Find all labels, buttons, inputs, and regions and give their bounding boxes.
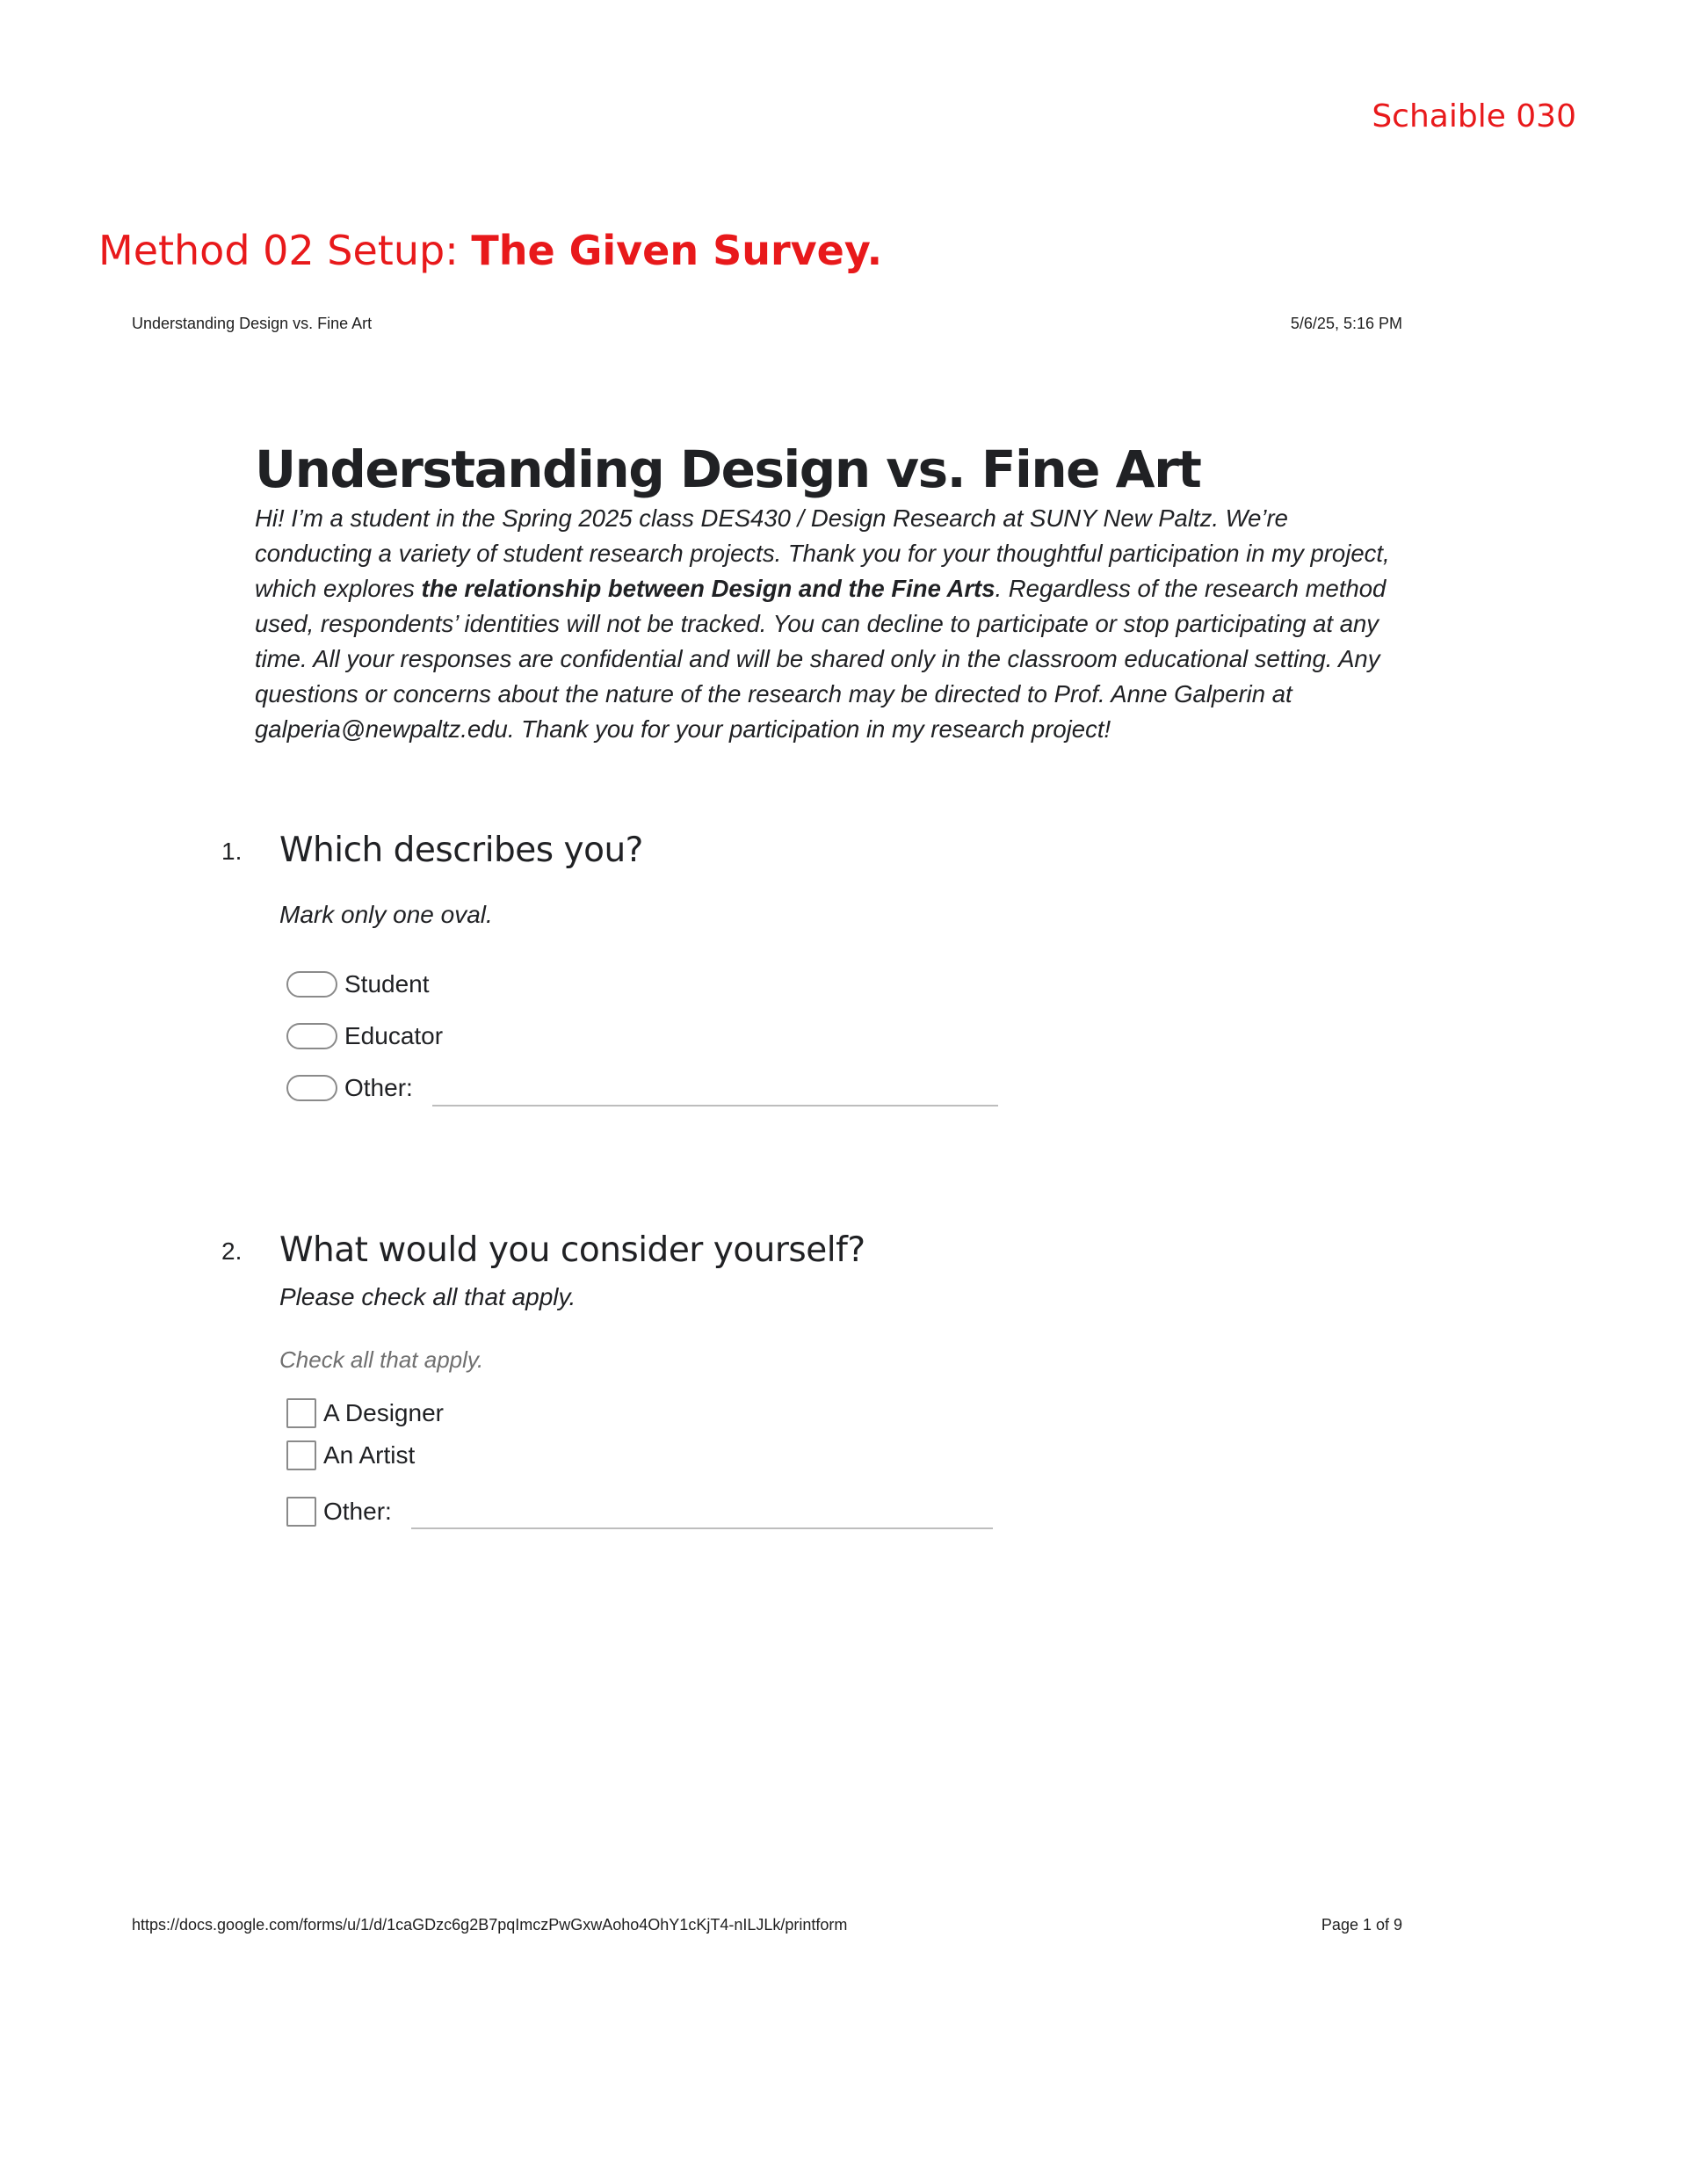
question-instruction: Check all that apply.	[279, 1346, 484, 1373]
option-an-artist[interactable]	[286, 1438, 415, 1473]
option-student[interactable]	[286, 967, 430, 1002]
print-footer-page: Page 1 of 9	[1321, 1916, 1402, 1934]
description-emphasis: the relationship between Design and the Fine Arts	[421, 575, 996, 602]
option-a-designer[interactable]	[286, 1396, 444, 1431]
print-header	[132, 315, 1402, 333]
option-label: An Artist	[323, 1441, 416, 1469]
question-subtitle: Please check all that apply.	[279, 1283, 576, 1310]
question-instruction: Mark only one oval.	[279, 901, 493, 928]
radio-oval[interactable]	[286, 971, 337, 998]
method-heading-prefix: Method 02 Setup:	[98, 227, 472, 274]
radio-oval[interactable]	[286, 1023, 337, 1049]
question-number: 2.	[221, 1237, 243, 1265]
checkbox[interactable]	[286, 1497, 316, 1527]
question-title: What would you consider yourself?	[279, 1230, 865, 1270]
question-2	[221, 1230, 1188, 1547]
other-text-input[interactable]	[411, 1527, 993, 1529]
annotation-page-label: Schaible 030	[1372, 98, 1576, 134]
description-text-1: Hi! I’m a student in the Spring 2025 class DES430 / Design Research at SUNY New Paltz. We’re conducting a variety of student research projects. Thank you for your thoughtful participation in my project, which explores	[255, 504, 1390, 602]
option-label: Student	[344, 970, 430, 998]
question-title: Which describes you?	[279, 831, 643, 870]
form-title: Understanding Design vs. Fine Art	[255, 439, 1201, 499]
option-educator[interactable]	[286, 1019, 443, 1054]
checkbox[interactable]	[286, 1440, 316, 1470]
form-description	[255, 501, 1402, 747]
other-text-input[interactable]	[432, 1105, 998, 1107]
print-footer-url: https://docs.google.com/forms/u/1/d/1caGDzc6g2B7pqImczPwGxwAoho4OhY1cKjT4-nILJLk/printform	[132, 1916, 848, 1934]
question-number: 1.	[221, 838, 243, 865]
option-label: A Designer	[323, 1399, 444, 1426]
option-label: Other:	[323, 1498, 392, 1525]
option-other[interactable]	[286, 1494, 392, 1529]
option-label: Educator	[344, 1022, 444, 1049]
option-label: Other:	[344, 1074, 413, 1101]
question-1	[221, 831, 1188, 1121]
method-heading-emphasis: The Given Survey.	[471, 227, 883, 274]
checkbox[interactable]	[286, 1398, 316, 1428]
print-footer	[132, 1916, 1402, 1934]
option-other[interactable]	[286, 1070, 413, 1106]
method-heading	[98, 227, 882, 274]
print-header-timestamp: 5/6/25, 5:16 PM	[1290, 315, 1402, 332]
radio-oval[interactable]	[286, 1075, 337, 1101]
description-text-2: . Regardless of the research method used, respondents’ identities will not be tracked. You can decline to participate or stop participating at any time. All your responses are confidential and will be shared only in the classroom educational setting. Any questions or concerns about the nature of the research may be directed to Prof. Anne Galperin at galperia@newpaltz.edu. Thank you for your participation in my research project!	[255, 575, 1387, 743]
print-header-title: Understanding Design vs. Fine Art	[132, 315, 373, 332]
